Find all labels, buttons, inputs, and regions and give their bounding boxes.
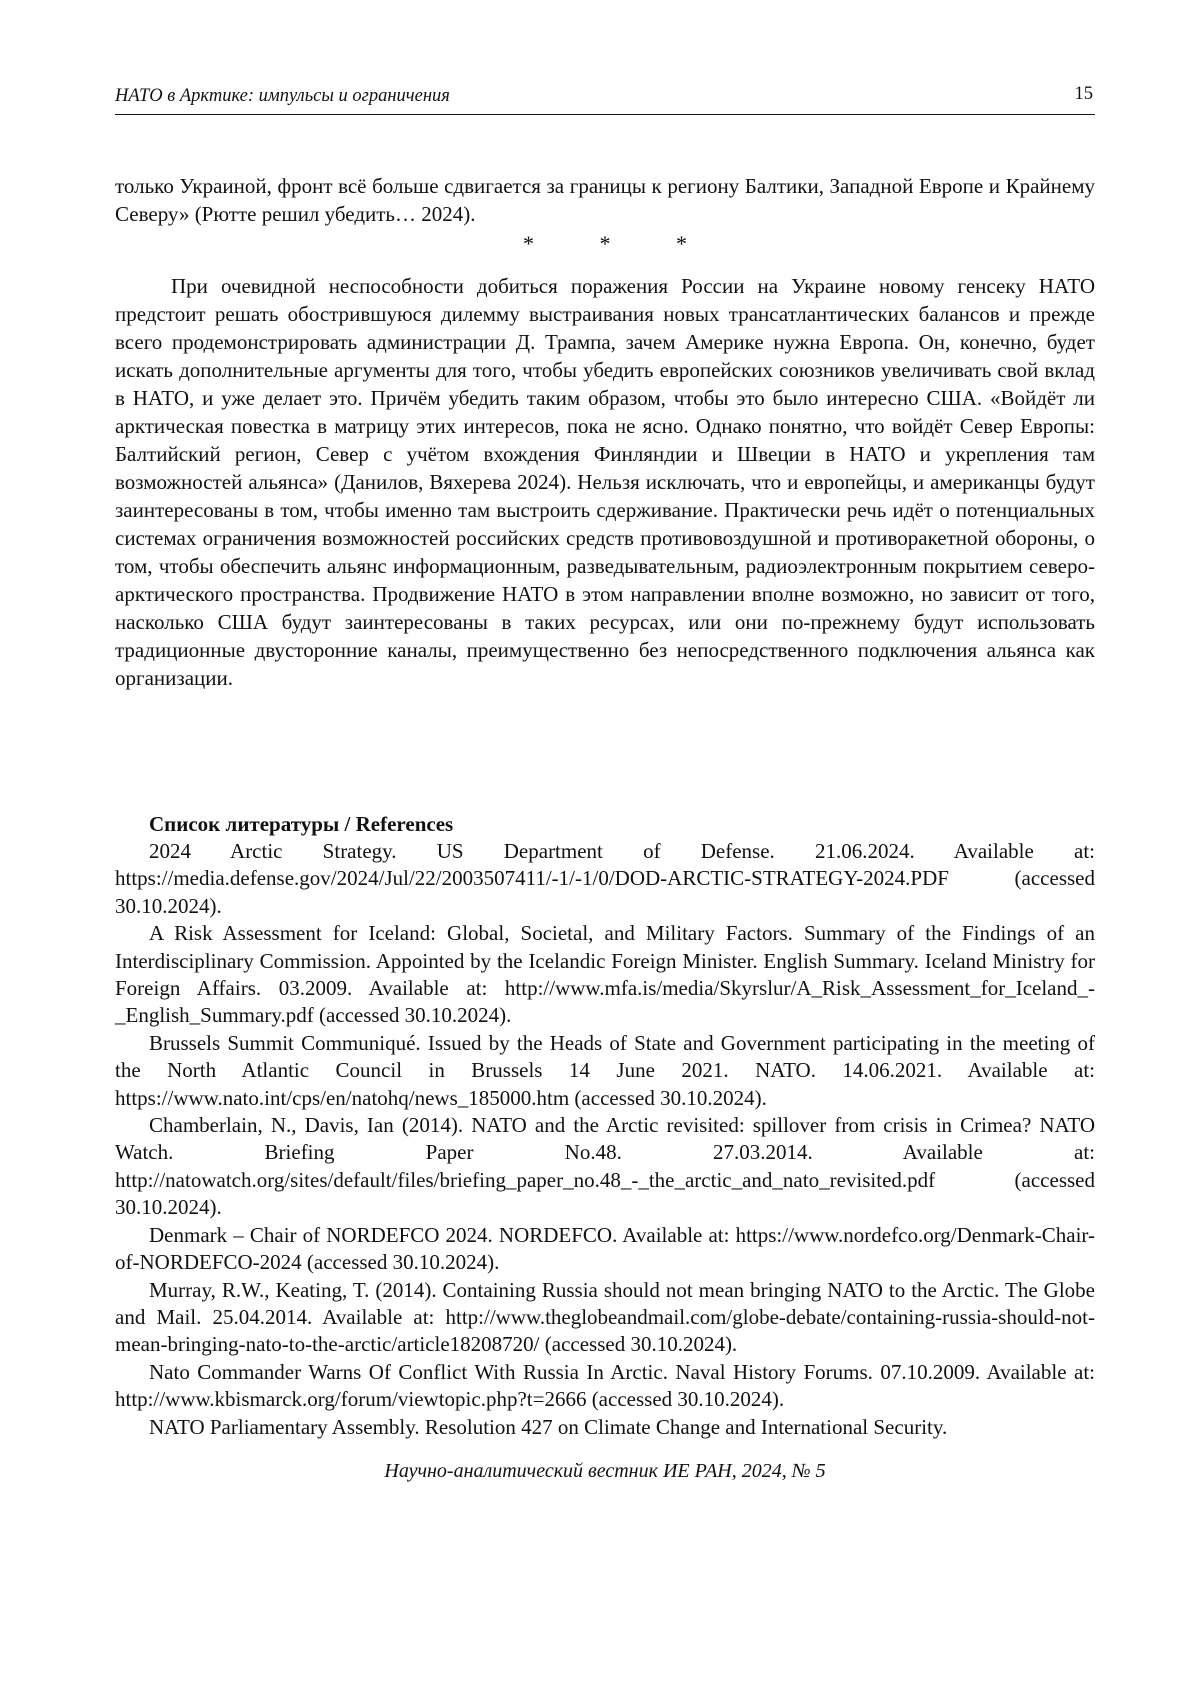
reference-item: Brussels Summit Communiqué. Issued by the Heads of State and Government participating in the meeting of the North Atlantic Council in Brussels 14 June 2021. NATO. 14.06.2021. Available at: https://www.nato.int/cps/en/natohq/news_185000.htm (accessed 30.10.2024).: [115, 1030, 1095, 1110]
journal-footer: Научно-аналитический вестник ИЕ РАН, 2024, № 5: [384, 1460, 826, 1482]
separator-asterisk: *: [676, 231, 687, 256]
running-header-title: НАТО в Арктике: импульсы и ограничения: [115, 86, 450, 106]
reference-item: Denmark – Chair of NORDEFCO 2024. NORDEFCO. Available at: https://www.nordefco.org/Denmark-Chair-of-NORDEFCO-2024 (accessed 30.10.2024).: [115, 1222, 1095, 1275]
reference-item: NATO Parliamentary Assembly. Resolution 427 on Climate Change and International Security.: [149, 1414, 948, 1439]
running-header: [115, 84, 1095, 115]
separator-asterisk: *: [523, 231, 534, 256]
reference-item: Nato Commander Warns Of Conflict With Russia In Arctic. Naval History Forums. 07.10.2009. Available at: http://www.kbismarck.org/forum/viewtopic.php?t=2666 (accessed 30.10.2024).: [115, 1359, 1095, 1412]
separator-asterisk: *: [599, 231, 611, 256]
reference-item: A Risk Assessment for Iceland: Global, Societal, and Military Factors. Summary of the Findings of an Interdisciplinary Commission. Appointed by the Icelandic Foreign Minister. English Summary. Iceland Ministry for Foreign Affairs. 03.2009. Available at: http://www.mfa.is/media/Skyrslur/A_Risk_Assessment_for_Iceland_-_English_Summary.pdf (accessed 30.10.2024).: [115, 921, 1095, 1028]
references-heading: Список литературы / References: [149, 812, 454, 836]
continued-paragraph: только Украиной, фронт всё больше сдвигается за границы к региону Балтики, Западной Европе и Крайнему Северу» (Рютте решил убедить… 2024).: [115, 174, 1095, 226]
reference-item: 2024 Arctic Strategy. US Department of Defense. 21.06.2024. Available at: https://media.defense.gov/2024/Jul/22/2003507411/-1/-1/0/DOD-ARCTIC-STRATEGY-2024.PDF (accessed 30.10.2024).: [115, 839, 1095, 918]
page-number: 15: [1074, 84, 1093, 104]
reference-item: Murray, R.W., Keating, T. (2014). Containing Russia should not mean bringing NATO to the Arctic. The Globe and Mail. 25.04.2014. Available at: http://www.theglobeandmail.com/globe-debate/containing-russia-should-not-mean-bringing-nato-to-the-arctic/article18208720/ (accessed 30.10.2024).: [115, 1277, 1095, 1357]
document-page: [115, 0, 1095, 1698]
main-paragraph: При очевидной неспособности добиться поражения России на Украине новому генсеку НАТО предстоит решать обострившуюся дилемму выстраивания новых трансатлантических балансов и прежде всего продемонстрировать администрации Д. Трампа, зачем Америке нужна Европа. Он, конечно, будет искать дополнительные аргументы для того, чтобы убедить европейских союзников увеличивать свой вклад в НАТО, и уже делает это. Причём убедить таким образом, чтобы это было интересно США. «Войдёт ли арктическая повестка в матрицу этих интересов, пока не ясно. Однако понятно, что войдёт Север Европы: Балтийский регион, Север с учётом вхождения Финляндии и Швеции в НАТО и укрепления там возможностей альянса» (Данилов, Вяхерева 2024). Нельзя исключать, что и европейцы, и американцы будут заинтересованы в том, чтобы именно там выстроить сдерживание. Практически речь идёт о потенциальных системах ограничения возможностей российских средств противовоздушной и противоракетной обороны, о том, чтобы обеспечить альянс информационным, разведывательным, радиоэлектронным покрытием северо-арктического пространства. Продвижение НАТО в этом направлении вполне возможно, но зависит от того, насколько США будут заинтересованы в таких ресурсах, или они по-прежнему будут использовать традиционные двусторонние каналы, преимущественно без непосредственного подключения альянса как организации.: [115, 274, 1095, 690]
reference-item: Chamberlain, N., Davis, Ian (2014). NATO and the Arctic revisited: spillover from crisis in Crimea? NATO Watch. Briefing Paper No.48. 27.03.2014. Available at: http://natowatch.org/sites/default/files/briefing_paper_no.48_-_the_arctic_and_nato_revisited.pdf (accessed 30.10.2024).: [115, 1113, 1095, 1220]
article-body: [115, 172, 1095, 692]
references-list: [115, 838, 1095, 1441]
section-separator: [115, 228, 1095, 272]
